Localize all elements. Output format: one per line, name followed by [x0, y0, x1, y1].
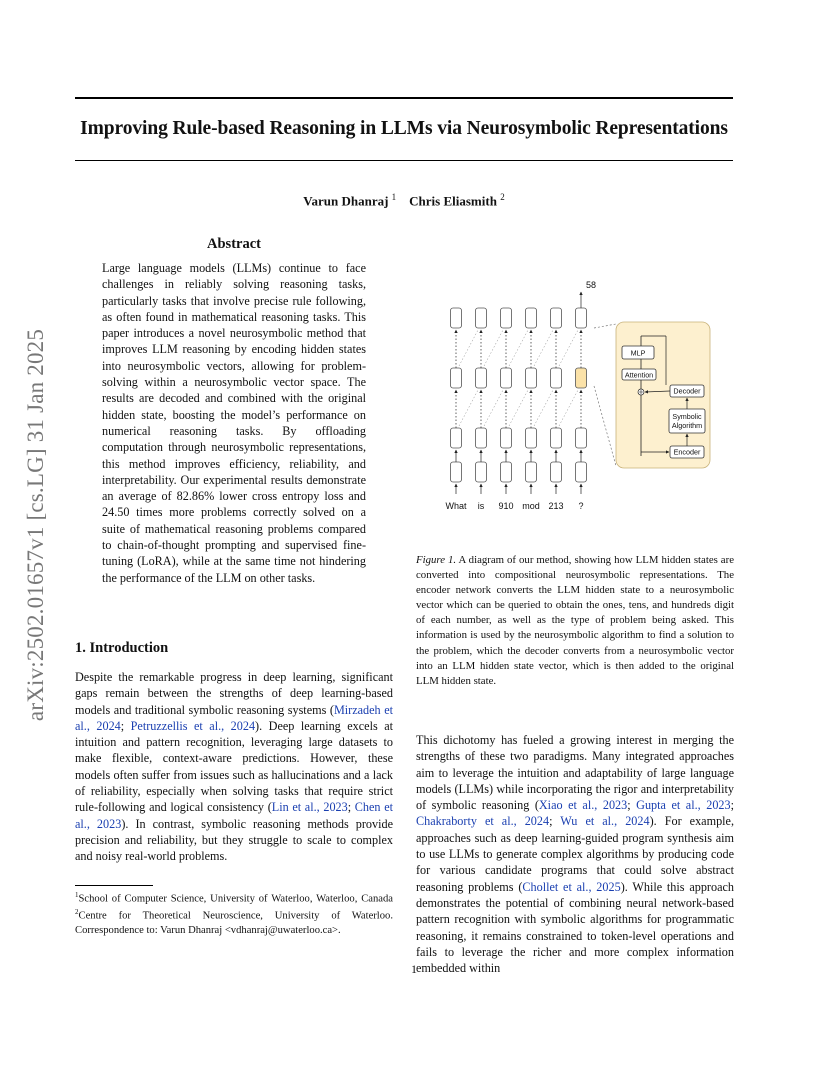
hidden-state-box [526, 428, 537, 448]
top-rule [75, 97, 733, 99]
arxiv-sidebar-stamp: arXiv:2502.01657v1 [cs.LG] 31 Jan 2025 [23, 328, 48, 722]
citation-link[interactable]: Gupta et al., 2023 [636, 798, 731, 813]
hidden-state-box [576, 428, 587, 448]
mlp-label: MLP [630, 348, 646, 358]
attention-link [484, 390, 503, 426]
attention-link [534, 330, 553, 366]
citation-link[interactable]: Wu et al., 2024 [560, 814, 650, 829]
attention-link [509, 330, 528, 366]
output-token: 58 [585, 280, 597, 290]
hidden-state-box [576, 308, 587, 328]
attention-link [509, 390, 528, 426]
hidden-state-box [551, 308, 562, 328]
hidden-state-box [526, 462, 537, 482]
author-affiliation: 2 [500, 192, 505, 202]
input-token: is [477, 501, 485, 511]
input-token: What [445, 501, 467, 511]
citation-link[interactable]: Lin et al., 2023 [271, 800, 348, 815]
transformer-columns [451, 292, 587, 494]
zoom-connector [594, 324, 616, 328]
hidden-state-box [476, 368, 487, 388]
body-text: This dichotomy has fueled a growing interest in merging the strengths of these two paradigms. Many integrated approaches aim to leverage the intuition and adaptability of large language models (LLMs) while incorporating the rigor and interpretability of symbolic reasoning ( [416, 733, 734, 813]
attention-link [459, 330, 478, 366]
hidden-state-box [476, 428, 487, 448]
hidden-state-box [576, 462, 587, 482]
author-affiliation: 1 [391, 192, 397, 202]
author-name: Chris Eliasmith [409, 193, 497, 209]
input-token: 910 [498, 501, 514, 511]
body-text: ; [730, 798, 734, 813]
paper-title: Improving Rule-based Reasoning in LLMs via Neurosymbolic Representations [80, 118, 728, 139]
title-bottom-rule [75, 160, 733, 161]
citation-link[interactable]: Chollet et al., 2025 [522, 879, 621, 894]
figure-1-diagram [436, 276, 726, 516]
hidden-state-box [451, 308, 462, 328]
intro-text: Despite the remarkable progress in deep learning, significant gaps remain between the strengths of deep learning-based models and traditional symbolic reasoning systems ( [75, 670, 393, 717]
decoder-label: Decoder [673, 386, 701, 396]
hidden-state-box [451, 428, 462, 448]
algorithm-label: Algorithm [671, 421, 703, 430]
input-tokens [445, 501, 583, 511]
right-column-paragraph [416, 732, 734, 976]
intro-text: ). In contrast, symbolic reasoning methods provide precision and reliability, but they struggle to scale to complex and noisy real-world problems. [75, 816, 394, 864]
figure-label: Figure 1. [416, 554, 457, 566]
citation-link[interactable]: Petruzzellis et al., 2024 [130, 718, 256, 733]
citation-link[interactable]: Chen et al., 2023 [75, 800, 393, 831]
hidden-state-box [501, 368, 512, 388]
encoder-label: Encoder [673, 447, 701, 457]
hidden-state-box [526, 368, 537, 388]
hidden-state-box [526, 308, 537, 328]
hidden-state-box [451, 368, 462, 388]
footnote: $^1$School of Computer Science, University of Waterloo, Waterloo, Canada $^2$Centre for Theoretical Neuroscience, University of Waterloo. Correspondence to: Varun Dhanraj <vdhanraj@uwaterloo.ca>. [75, 891, 393, 936]
intro-text: ; [120, 718, 131, 733]
footnote-text: Centre for Theoretical Neuroscience, University of Waterloo. Correspondence to: Varun Dhanraj <vdhanraj@uwaterloo.ca>. [75, 910, 393, 936]
attention-link [559, 330, 578, 366]
hidden-state-box [501, 308, 512, 328]
intro-text: ). Deep learning excels at intuition and pattern recognition, leveraging large datasets to make flexible, context-aware predictions. However, these models often suffer from issues such as hallucinations and a lack of reliability, especially when solving tasks that require strict rule-following and logical consistency ( [75, 718, 394, 815]
caption-text: A diagram of our method, showing how LLM hidden states are converted into compositional neurosymbolic representations. The encoder network converts the LLM hidden state to a neurosymbolic vector which can be queried to obtain the ones, tens, and hundreds digit of each number, as well as the type of problem being asked. This information is used by the neurosymbolic algorithm to find a solution to the problem, which the decoder converts from a neurosymbolic vector into an LLM hidden state vector, which is then added to the original LLM hidden state. [416, 554, 734, 687]
author-name: Varun Dhanraj [303, 193, 389, 209]
footnote-rule [75, 885, 153, 886]
attention-link [559, 390, 578, 426]
attention-link [534, 390, 553, 426]
hidden-state-box [501, 428, 512, 448]
citation-link[interactable]: Mirzadeh et al., 2024 [75, 702, 393, 733]
attention-label: Attention [624, 370, 654, 380]
page-number: 1 [411, 962, 417, 976]
intro-text: ; [347, 800, 355, 815]
citation-link[interactable]: Xiao et al., 2023 [538, 798, 628, 813]
attention-link [484, 330, 503, 366]
author-list [75, 192, 733, 209]
hidden-state-box [451, 462, 462, 482]
body-text: ). While this approach demonstrates the potential of combining neural network-based pattern recognition with symbolic algorithms for programmatic reasoning, it remains constrained to token-level operations and fails to leverage the richer and more complex information embedded within [416, 879, 734, 976]
body-text: ). For example, approaches such as deep learning-guided program synthesis aim to use LLMs to generate complex algorithms by producing code for various candidate programs that could solve abstract reasoning problems ( [416, 814, 735, 894]
abstract-text: Large language models (LLMs) continue to face challenges in reliably solving reasoning tasks, particularly tasks that involve precise rule following, as often found in mathematical reasoning tasks. This paper introduces a novel neurosymbolic method that improves LLM reasoning by encoding hidden states into neurosymbolic vectors, allowing for problem-solving within a neurosymbolic vector space. The results are decoded and combined with the original hidden state, boosting the model’s performance on numerical reasoning tasks. By offloading computation through neurosymbolic representations, this method improves efficiency, reliability, and interpretability. Our experimental results demonstrate an average of 82.86% lower cross entropy loss and 24.50 times more problems correctly solved on a suite of mathematical reasoning problems compared to chain-of-thought prompting and supervised fine-tuning (LoRA), while at the same time not hindering the performance of the LLM on other tasks. [102, 261, 366, 585]
hidden-state-box [551, 368, 562, 388]
zoom-connector [594, 386, 616, 466]
section-heading-introduction: 1. Introduction [75, 640, 169, 656]
introduction-paragraph [75, 669, 393, 865]
body-text: ; [627, 798, 637, 813]
input-token: mod [522, 501, 540, 511]
symbolic-label: Symbolic [672, 412, 702, 421]
citation-link[interactable]: Chakraborty et al., 2024 [416, 814, 550, 829]
footnote-text: School of Computer Science, University of Waterloo, Waterloo, Canada [78, 893, 393, 905]
hidden-state-box [476, 462, 487, 482]
figure-caption [416, 553, 734, 689]
hidden-state-box [576, 368, 587, 388]
body-text: ; [549, 814, 561, 829]
abstract-heading: Abstract [207, 236, 261, 252]
attention-link [459, 390, 478, 426]
input-token: 213 [548, 501, 564, 511]
hidden-state-box [501, 462, 512, 482]
hidden-state-box [551, 462, 562, 482]
hidden-state-box [551, 428, 562, 448]
input-token: ? [578, 501, 584, 511]
hidden-state-box [476, 308, 487, 328]
